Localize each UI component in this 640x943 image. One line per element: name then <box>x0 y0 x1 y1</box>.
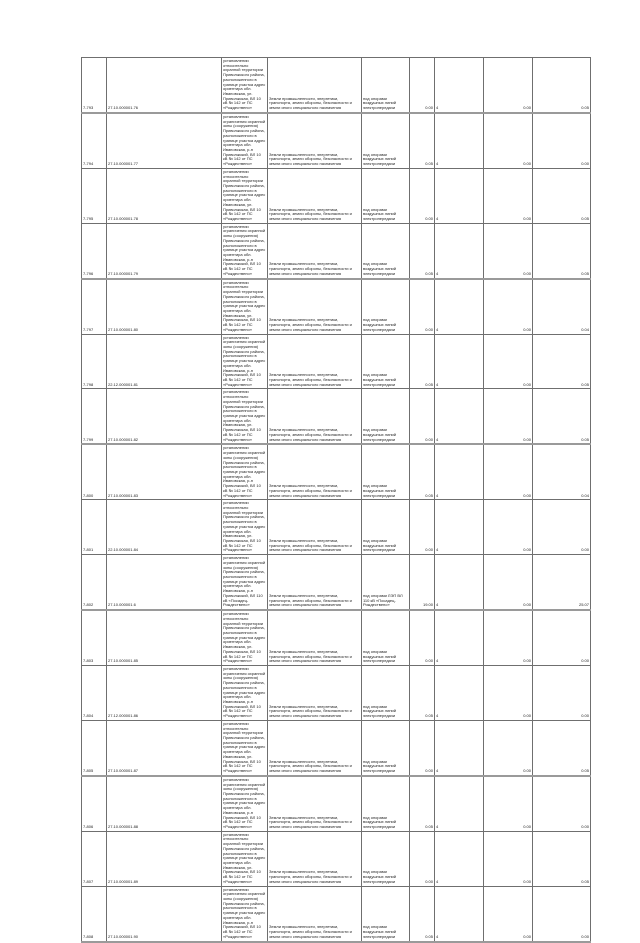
table-row <box>82 334 591 389</box>
row-id-cell: 7-804 <box>82 665 107 720</box>
row-id-cell: 7-800 <box>82 444 107 499</box>
location-cell: под опорами воздушных линий электропередачи <box>362 334 410 389</box>
land-category-cell: Земли промышленности, энергетики, транспорта, земли обороны, безопасности и земли иного специального назначения <box>268 720 362 775</box>
value-1-cell: 0.05 <box>410 113 435 168</box>
value-1-cell: 0.05 <box>410 444 435 499</box>
value-4-cell: 0.00 <box>533 665 591 720</box>
location-cell: под опорами воздушных линий электропередачи <box>362 223 410 278</box>
restriction-cell: установлении относительно охранной территории Приволжского района, расположенного в границе участка адрес ориентира обл. Ивановская, ул. Приволжская, ВЛ 10 кВ № 142 от ПС «Рождествено» <box>222 500 268 555</box>
part-number-cell: 22.10.000001.84 <box>107 500 222 555</box>
value-4-cell: 0.00 <box>533 886 591 941</box>
value-1-cell: 0.05 <box>410 223 435 278</box>
value-3-cell: 0.00 <box>484 58 533 113</box>
table-row <box>82 665 591 720</box>
value-1-cell: 0.00 <box>410 720 435 775</box>
value-3-cell: 0.00 <box>484 223 533 278</box>
part-number-cell: 22.12.000001.81 <box>107 334 222 389</box>
land-category-cell: Земли промышленности, энергетики, транспорта, земли обороны, безопасности и земли иного специального назначения <box>268 886 362 941</box>
table-row <box>82 776 591 831</box>
table-row <box>82 831 591 886</box>
land-category-cell: Земли промышленности, энергетики, транспорта, земли обороны, безопасности и земли иного специального назначения <box>268 113 362 168</box>
value-2-cell: 4 <box>435 500 484 555</box>
restriction-cell: установлении относительно охранной территории Приволжского района, расположенного в границе участка адрес ориентира обл. Ивановская, ул. Приволжская, ВЛ 10 кВ № 142 от ПС «Рождествено» <box>222 58 268 113</box>
value-2-cell: 4 <box>435 58 484 113</box>
value-1-cell: 0.00 <box>410 168 435 223</box>
restriction-cell: установлении ограничения охранной зоны (сооружения) Приволжского района, расположенного в границе участка адрес ориентира обл. Ивановская, р-н Приволжский, ВЛ 110 кВ «Посадец-Рождествено» <box>222 555 268 610</box>
value-1-cell: 0.05 <box>410 776 435 831</box>
value-1-cell: 0.05 <box>410 665 435 720</box>
row-id-cell: 7-806 <box>82 776 107 831</box>
part-number-cell: 27.10.000001.87 <box>107 720 222 775</box>
value-4-cell: 0.04 <box>533 444 591 499</box>
land-category-cell: Земли промышленности, энергетики, транспорта, земли обороны, безопасности и земли иного специального назначения <box>268 334 362 389</box>
location-cell: под опорами ЛЭП ВЛ 110 кВ «Посадец-Рождествено» <box>362 555 410 610</box>
row-id-cell: 7-797 <box>82 279 107 334</box>
land-category-cell: Земли промышленности, энергетики, транспорта, земли обороны, безопасности и земли иного специального назначения <box>268 831 362 886</box>
value-2-cell: 4 <box>435 223 484 278</box>
value-3-cell: 0.00 <box>484 610 533 665</box>
part-number-cell: 27.10.000001.77 <box>107 113 222 168</box>
value-4-cell: 0.05 <box>533 223 591 278</box>
restriction-cell: установлении ограничения охранной зоны (сооружения) Приволжского района, расположенного в границе участка адрес ориентира обл. Ивановская, р-н Приволжский, ВЛ 10 кВ № 142 от ПС «Рождествено» <box>222 334 268 389</box>
value-3-cell: 0.00 <box>484 720 533 775</box>
part-number-cell: 27.10.000001.89 <box>107 831 222 886</box>
part-number-cell: 27.10.000001.76 <box>107 58 222 113</box>
value-2-cell: 4 <box>435 886 484 941</box>
value-2-cell: 4 <box>435 279 484 334</box>
table-row <box>82 168 591 223</box>
value-2-cell: 4 <box>435 720 484 775</box>
value-3-cell: 0.00 <box>484 776 533 831</box>
restriction-cell: установлении ограничения охранной зоны (сооружения) Приволжского района, расположенного в границе участка адрес ориентира обл. Ивановская, р-н Приволжский, ВЛ 10 кВ № 142 от ПС «Рождествено» <box>222 886 268 941</box>
value-3-cell: 0.00 <box>484 831 533 886</box>
value-2-cell: 4 <box>435 610 484 665</box>
land-category-cell: Земли промышленности, энергетики, транспорта, земли обороны, безопасности и земли иного специального назначения <box>268 389 362 444</box>
part-number-cell: 27.10.000001.83 <box>107 444 222 499</box>
value-2-cell: 4 <box>435 334 484 389</box>
value-4-cell: 0.05 <box>533 58 591 113</box>
table-row <box>82 500 591 555</box>
row-id-cell: 7-794 <box>82 113 107 168</box>
restriction-cell: установлении ограничения охранной зоны (сооружения) Приволжского района, расположенного в границе участка адрес ориентира обл. Ивановская, р-н Приволжский, ВЛ 10 кВ № 142 от ПС «Рождествено» <box>222 223 268 278</box>
value-4-cell: 0.04 <box>533 279 591 334</box>
value-4-cell: 0.00 <box>533 500 591 555</box>
table-row <box>82 223 591 278</box>
value-3-cell: 0.00 <box>484 665 533 720</box>
row-id-cell: 7-808 <box>82 886 107 941</box>
value-3-cell: 0.00 <box>484 113 533 168</box>
restriction-cell: установлении относительно охранной территории Приволжского района, расположенного в границе участка адрес ориентира обл. Ивановская, ул. Приволжская, ВЛ 10 кВ № 142 от ПС «Рождествено» <box>222 279 268 334</box>
value-3-cell: 0.00 <box>484 168 533 223</box>
value-1-cell: 0.05 <box>410 886 435 941</box>
restriction-cell: установлении ограничения охранной зоны (сооружения) Приволжского района, расположенного в границе участка адрес ориентира обл. Ивановская, р-н Приволжский, ВЛ 10 кВ № 142 от ПС «Рождествено» <box>222 444 268 499</box>
value-4-cell: 0.00 <box>533 610 591 665</box>
value-1-cell: 0.00 <box>410 389 435 444</box>
value-3-cell: 0.00 <box>484 279 533 334</box>
value-1-cell: 0.00 <box>410 279 435 334</box>
location-cell: под опорами воздушных линий электропередачи <box>362 389 410 444</box>
part-number-cell: 27.10.000001.80 <box>107 279 222 334</box>
value-4-cell: 0.00 <box>533 113 591 168</box>
value-2-cell: 4 <box>435 444 484 499</box>
row-id-cell: 7-799 <box>82 389 107 444</box>
land-category-cell: Земли промышленности, энергетики, транспорта, земли обороны, безопасности и земли иного специального назначения <box>268 58 362 113</box>
value-4-cell: 0.05 <box>533 334 591 389</box>
part-number-cell: 27.12.000001.86 <box>107 665 222 720</box>
value-1-cell: 19.00 <box>410 555 435 610</box>
value-1-cell: 0.00 <box>410 500 435 555</box>
part-number-cell: 27.10.000001.79 <box>107 223 222 278</box>
land-category-cell: Земли промышленности, энергетики, транспорта, земли обороны, безопасности и земли иного специального назначения <box>268 444 362 499</box>
value-3-cell: 0.00 <box>484 444 533 499</box>
value-1-cell: 0.05 <box>410 334 435 389</box>
row-id-cell: 7-803 <box>82 610 107 665</box>
value-2-cell: 4 <box>435 831 484 886</box>
value-2-cell: 4 <box>435 665 484 720</box>
restrictions-table <box>81 57 591 943</box>
part-number-cell: 27.10.000001.90 <box>107 886 222 941</box>
restriction-cell: установлении ограничения охранной зоны (сооружения) Приволжского района, расположенного в границе участка адрес ориентира обл. Ивановская, р-н Приволжский, ВЛ 10 кВ № 142 от ПС «Рождествено» <box>222 113 268 168</box>
value-2-cell: 4 <box>435 113 484 168</box>
part-number-cell: 27.10.000001.78 <box>107 168 222 223</box>
restriction-cell: установлении ограничения охранной зоны (сооружения) Приволжского района, расположенного в границе участка адрес ориентира обл. Ивановская, р-н Приволжский, ВЛ 10 кВ № 142 от ПС «Рождествено» <box>222 776 268 831</box>
location-cell: под опорами воздушных линий электропередачи <box>362 886 410 941</box>
table-row <box>82 886 591 941</box>
land-category-cell: Земли промышленности, энергетики, транспорта, земли обороны, безопасности и земли иного специального назначения <box>268 555 362 610</box>
restriction-cell: установлении относительно охранной территории Приволжского района, расположенного в границе участка адрес ориентира обл. Ивановская, ул. Приволжская, ВЛ 10 кВ № 142 от ПС «Рождествено» <box>222 389 268 444</box>
location-cell: под опорами воздушных линий электропередачи <box>362 500 410 555</box>
row-id-cell: 7-807 <box>82 831 107 886</box>
value-3-cell: 0.00 <box>484 555 533 610</box>
value-2-cell: 4 <box>435 168 484 223</box>
table-row <box>82 113 591 168</box>
row-id-cell: 7-805 <box>82 720 107 775</box>
location-cell: под опорами воздушных линий электропередачи <box>362 665 410 720</box>
location-cell: под опорами воздушных линий электропередачи <box>362 720 410 775</box>
value-4-cell: 0.05 <box>533 720 591 775</box>
restriction-cell: установлении относительно охранной территории Приволжского района, расположенного в границе участка адрес ориентира обл. Ивановская, ул. Приволжская, ВЛ 10 кВ № 142 от ПС «Рождествено» <box>222 610 268 665</box>
location-cell: под опорами воздушных линий электропередачи <box>362 58 410 113</box>
value-4-cell: 25.07 <box>533 555 591 610</box>
value-4-cell: 0.00 <box>533 776 591 831</box>
restriction-cell: установлении относительно охранной территории Приволжского района, расположенного в границе участка адрес ориентира обл. Ивановская, ул. Приволжская, ВЛ 10 кВ № 142 от ПС «Рождествено» <box>222 168 268 223</box>
row-id-cell: 7-802 <box>82 555 107 610</box>
table-row <box>82 610 591 665</box>
restrictions-table-body <box>82 58 591 942</box>
land-category-cell: Земли промышленности, энергетики, транспорта, земли обороны, безопасности и земли иного специального назначения <box>268 168 362 223</box>
land-category-cell: Земли промышленности, энергетики, транспорта, земли обороны, безопасности и земли иного специального назначения <box>268 223 362 278</box>
value-4-cell: 0.05 <box>533 168 591 223</box>
land-category-cell: Земли промышленности, энергетики, транспорта, земли обороны, безопасности и земли иного специального назначения <box>268 279 362 334</box>
value-1-cell: 0.00 <box>410 610 435 665</box>
value-3-cell: 0.00 <box>484 334 533 389</box>
row-id-cell: 7-795 <box>82 168 107 223</box>
location-cell: под опорами воздушных линий электропередачи <box>362 113 410 168</box>
value-4-cell: 0.05 <box>533 831 591 886</box>
restriction-cell: установлении ограничения охранной зоны (сооружения) Приволжского района, расположенного в границе участка адрес ориентира обл. Ивановская, р-н Приволжский, ВЛ 10 кВ № 142 от ПС «Рождествено» <box>222 665 268 720</box>
value-1-cell: 0.00 <box>410 831 435 886</box>
value-4-cell: 0.05 <box>533 389 591 444</box>
location-cell: под опорами воздушных линий электропередачи <box>362 444 410 499</box>
value-2-cell: 4 <box>435 389 484 444</box>
land-category-cell: Земли промышленности, энергетики, транспорта, земли обороны, безопасности и земли иного специального назначения <box>268 665 362 720</box>
restriction-cell: установлении относительно охранной территории Приволжского района, расположенного в границе участка адрес ориентира обл. Ивановская, ул. Приволжская, ВЛ 10 кВ № 142 от ПС «Рождествено» <box>222 831 268 886</box>
land-category-cell: Земли промышленности, энергетики, транспорта, земли обороны, безопасности и земли иного специального назначения <box>268 610 362 665</box>
value-1-cell: 0.00 <box>410 58 435 113</box>
value-3-cell: 0.00 <box>484 500 533 555</box>
part-number-cell: 27.10.000001.82 <box>107 389 222 444</box>
table-row <box>82 389 591 444</box>
land-category-cell: Земли промышленности, энергетики, транспорта, земли обороны, безопасности и земли иного специального назначения <box>268 776 362 831</box>
part-number-cell: 27.10.000001.6 <box>107 555 222 610</box>
row-id-cell: 7-793 <box>82 58 107 113</box>
value-3-cell: 0.00 <box>484 886 533 941</box>
row-id-cell: 7-798 <box>82 334 107 389</box>
table-row <box>82 58 591 113</box>
location-cell: под опорами воздушных линий электропередачи <box>362 168 410 223</box>
value-2-cell: 4 <box>435 776 484 831</box>
restriction-cell: установлении относительно охранной территории Приволжского района, расположенного в границе участка адрес ориентира обл. Ивановская, ул. Приволжская, ВЛ 10 кВ № 142 от ПС «Рождествено» <box>222 720 268 775</box>
row-id-cell: 7-801 <box>82 500 107 555</box>
value-3-cell: 0.00 <box>484 389 533 444</box>
location-cell: под опорами воздушных линий электропередачи <box>362 776 410 831</box>
land-category-cell: Земли промышленности, энергетики, транспорта, земли обороны, безопасности и земли иного специального назначения <box>268 500 362 555</box>
table-row <box>82 444 591 499</box>
table-row <box>82 720 591 775</box>
location-cell: под опорами воздушных линий электропередачи <box>362 831 410 886</box>
part-number-cell: 27.10.000001.88 <box>107 776 222 831</box>
location-cell: под опорами воздушных линий электропередачи <box>362 279 410 334</box>
part-number-cell: 27.10.000001.85 <box>107 610 222 665</box>
location-cell: под опорами воздушных линий электропередачи <box>362 610 410 665</box>
value-2-cell: 4 <box>435 555 484 610</box>
table-row <box>82 279 591 334</box>
table-row <box>82 555 591 610</box>
row-id-cell: 7-796 <box>82 223 107 278</box>
